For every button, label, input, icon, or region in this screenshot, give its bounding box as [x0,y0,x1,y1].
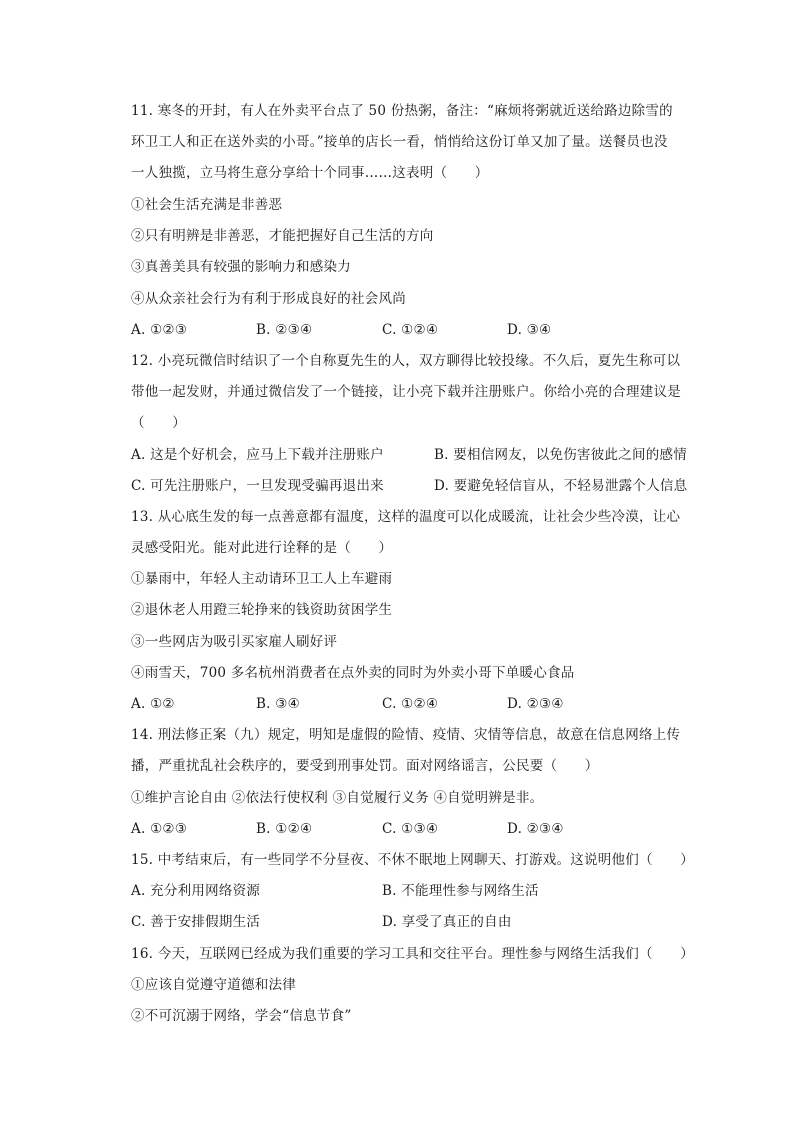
question-text-line: 灵感受阳光。能对此进行诠释的是（ ） [131,540,393,556]
question-text-line: 14. 刑法修正案（九）规定，明知是虚假的险情、疫情、灾情等信息，故意在信息网络上传 [131,727,681,743]
statement-item: ③真善美具有较强的影响力和感染力 [131,259,351,275]
statement-item: ①暴雨中，年轻人主动请环卫工人上车避雨 [131,571,393,587]
question-text-line: 11. 寒冬的开封，有人在外卖平台点了 50 份热粥，备注：“麻烦将粥就近送给路边除雪的 [131,103,673,119]
option-a: A. ①②③ [131,821,188,837]
statement-item: ②只有明辨是非善恶，才能把握好自己生活的方向 [131,228,434,244]
statement-item: ④雨雪天，700 多名杭州消费者在点外卖的同时为外卖小哥下单暖心食品 [131,665,575,681]
question-text-line: 环卫工人和正在送外卖的小哥。”接单的店长一看，悄悄给这份订单又加了量。送餐员也没 [131,134,668,150]
question-text-line: （ ） [131,415,186,431]
option-d: D. ②③④ [507,696,564,712]
statement-item: ④从众亲社会行为有利于形成良好的社会风尚 [131,291,406,307]
option-d: D. 要避免轻信盲从，不轻易泄露个人信息 [434,478,688,494]
question-text-line: 带他一起发财，并通过微信发了一个链接，让小亮下载并注册账户。你给小亮的合理建议是 [131,384,681,400]
question-text-line: 播，严重扰乱社会秩序的，要受到刑事处罚。面对网络谣言，公民要（ ） [131,758,599,774]
question-text-line: 16. 今天，互联网已经成为我们重要的学习工具和交往平台。理性参与网络生活我们（ ） [131,946,695,962]
question-text-line: 一人独揽，立马将生意分享给十个同事……这表明（ ） [131,165,489,181]
option-b: B. ①②④ [256,821,313,837]
question-text-line: 13. 从心底生发的每一点善意都有温度，这样的温度可以化成暖流，让社会少些冷漠，让心 [131,509,681,525]
statement-item: ②不可沉溺于网络，学会“信息节食” [131,1008,352,1024]
option-c: C. 善于安排假期生活 [131,914,261,930]
option-b: B. 不能理性参与网络生活 [382,883,539,899]
option-b: B. 要相信网友，以免伤害彼此之间的感情 [434,447,688,463]
statement-item: ②退休老人用蹬三轮挣来的钱资助贫困学生 [131,602,393,618]
question-text-line: 12. 小亮玩微信时结识了一个自称夏先生的人，双方聊得比较投缘。不久后，夏先生称可以 [131,353,681,369]
option-a: A. 这是个好机会，应马上下载并注册账户 [131,447,384,463]
option-c: C. 可先注册账户，一旦发现受骗再退出来 [131,478,384,494]
option-c: C. ①②④ [382,322,439,338]
option-d: D. ③④ [507,322,552,338]
statement-item: ①应该自觉遵守道德和法律 [131,977,296,993]
option-c: C. ①③④ [382,821,439,837]
option-b: B. ②③④ [256,322,313,338]
option-a: A. ①② [131,696,175,712]
statement-item: ①社会生活充满是非善恶 [131,197,283,213]
question-text-line: 15. 中考结束后，有一些同学不分昼夜、不休不眠地上网聊天、打游戏。这说明他们（ ） [131,852,695,868]
statement-item: ①维护言论自由 ②依法行使权利 ③自觉履行义务 ④自觉明辨是非。 [131,790,544,806]
option-a: A. ①②③ [131,322,188,338]
option-d: D. ②③④ [507,821,564,837]
option-b: B. ③④ [256,696,300,712]
option-d: D. 享受了真正的自由 [382,914,512,930]
option-a: A. 充分利用网络资源 [131,883,261,899]
option-c: C. ①②④ [382,696,439,712]
statement-item: ③一些网店为吸引买家雇人刷好评 [131,634,338,650]
